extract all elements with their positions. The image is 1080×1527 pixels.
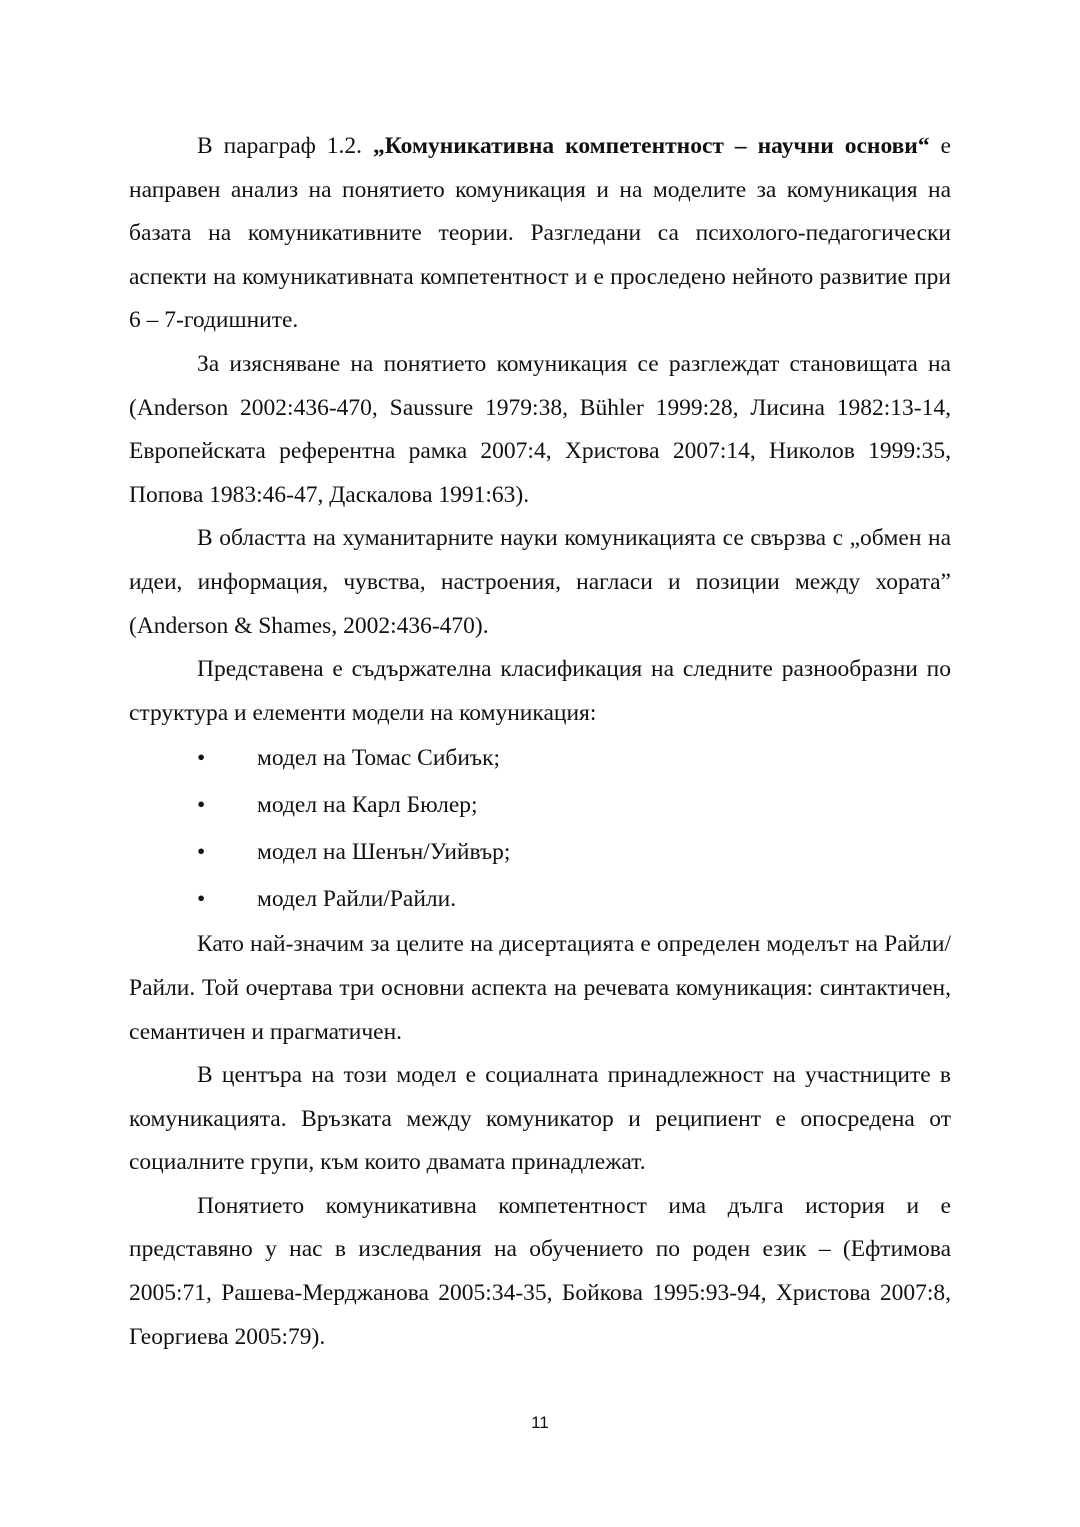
document-page [129, 125, 951, 1359]
paragraph-riley-model: Като най-значим за целите на дисертацията е определен моделът на Райли/Райли. Той очертава три основни аспекта на речевата комуникация: синтактичен, семантичен и прагматичен. [129, 931, 951, 1045]
list-item-text: модел на Шенън/Уийвър; [257, 839, 511, 866]
paragraph-intro-rest: е направен анализ на понятието комуникация и на моделите за комуникация на базата на комуникативните теории. Разгледани са психолого-педагогически аспекти на комуникативната компетентност и е проследено нейното развитие при 6 – 7-годишните. [129, 133, 951, 334]
paragraph-communication-definitions: За изясняване на понятието комуникация се разглеждат становищата на (Anderson 2002:436-470, Saussure 1979:38, Bühler 1999:28, Лисина 1982:13-14, Европейската референтна рамка 2007:4, Христова 2007:14, Николов 1999:35, Попова 1983:46-47, Даскалова 1991:63). [129, 350, 951, 508]
list-item [129, 876, 951, 923]
list-item-text: модел на Томас Сибиък; [257, 745, 501, 772]
bullet-icon: • [197, 886, 206, 913]
paragraph-competence-history: Понятието комуникативна компетентност има дълга история и е представяно у нас в изследвания на обучението по роден език – (Ефтимова 2005:71, Рашева-Мерджанова 2005:34-35, Бойкова 1995:93-94, Христова 2007:8, Георгиева 2005:79). [129, 1192, 951, 1350]
list-item [129, 782, 951, 829]
models-list [129, 735, 951, 923]
paragraph-classification: Представена е съдържателна класификация на следните разнообразни по структура и елементи модели на комуникация: [129, 656, 951, 726]
page-number: 11 [531, 1413, 549, 1432]
list-item-text: модел Райли/Райли. [257, 886, 457, 913]
paragraph-social-belonging: В центъра на този модел е социалната принадлежност на участниците в комуникацията. Връзката между комуникатор и реципиент е опосредена от социалните групи, към които двамата принадлежат. [129, 1062, 951, 1176]
bullet-icon: • [197, 745, 206, 772]
bullet-icon: • [197, 839, 206, 866]
list-item [129, 829, 951, 876]
bullet-icon: • [197, 792, 206, 819]
paragraph-intro [129, 125, 951, 343]
paragraph-intro-lead: В параграф 1.2. [197, 133, 374, 159]
list-item [129, 735, 951, 782]
section-title-bold: „Комуникативна компетентност – научни основи“ [373, 133, 930, 159]
paragraph-humanities: В областта на хуманитарните науки комуникацията се свързва с „обмен на идеи, информация, чувства, настроения, нагласи и позиции между хората” (Anderson & Shames, 2002:436-470). [129, 525, 951, 639]
list-item-text: модел на Карл Бюлер; [257, 792, 478, 819]
